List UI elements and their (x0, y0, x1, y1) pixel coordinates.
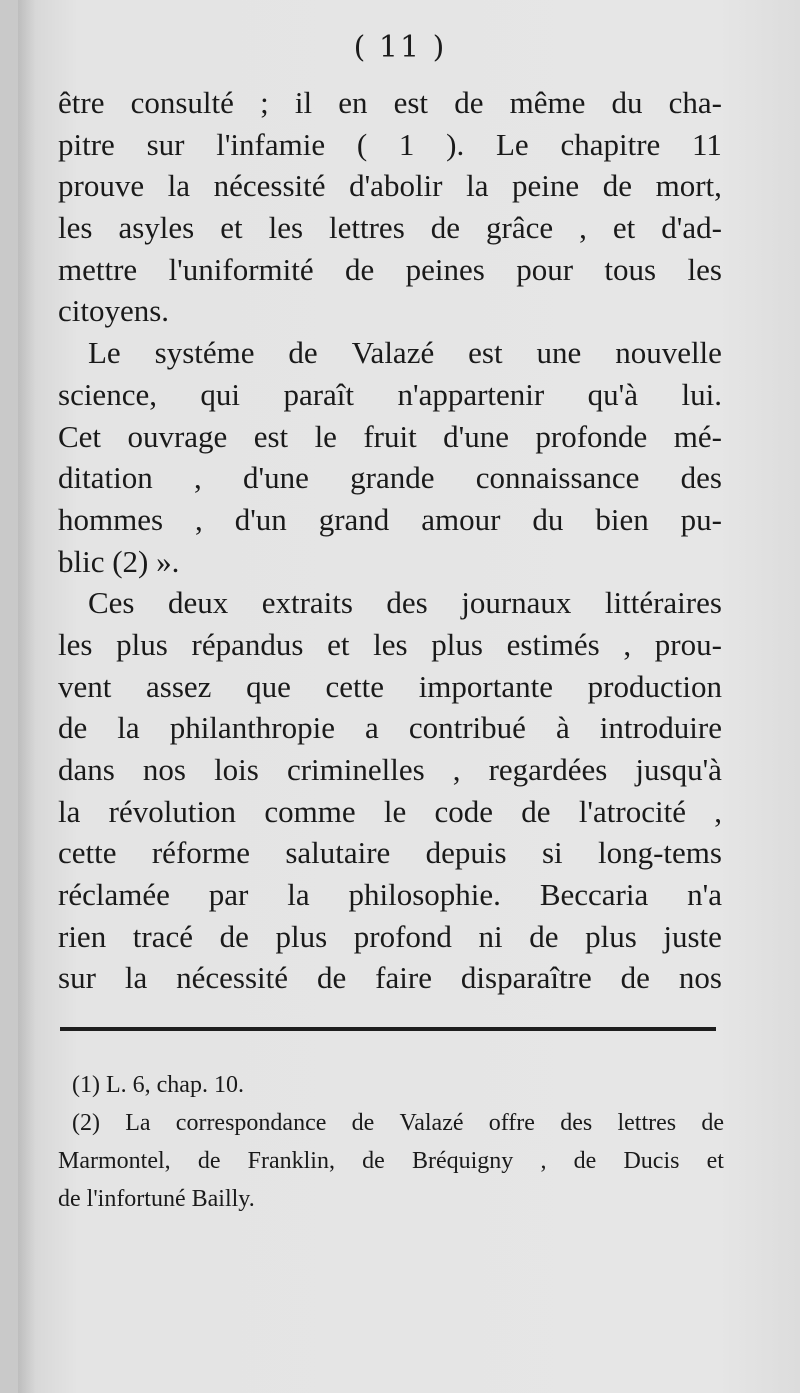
footnotes (58, 1066, 724, 1218)
text-line: ditation , d'une grande connaissance des (58, 460, 722, 496)
text-line: Ces deux extraits des journaux littéraires (88, 585, 722, 621)
text-line: hommes , d'un grand amour du bien pu- (58, 501, 722, 537)
text-line: dans nos lois criminelles , regardées jusqu'à (58, 752, 722, 787)
text-line: être consulté ; il en est de même du cha- (58, 85, 722, 120)
text-line: réclamée par la philosophie. Beccaria n'a (58, 877, 722, 913)
page-number: ( 11 ) (353, 30, 447, 65)
text-line: science, qui paraît n'appartenir qu'à lui. (58, 376, 722, 412)
text-line: les plus répandus et les plus estimés , prou- (58, 626, 722, 662)
text-line: mettre l'uniformité de peines pour tous les (58, 251, 722, 287)
text-line: sur la nécessité de faire disparaître de nos (58, 960, 722, 996)
text-line: Le systéme de Valazé est une nouvelle (88, 335, 722, 371)
footnote-line: Marmontel, de Franklin, de Bréquigny , de Ducis et (58, 1148, 724, 1174)
text-line: pitre sur l'infamie ( 1 ). Le chapitre 11 (58, 126, 722, 162)
text-line: la révolution comme le code de l'atrocité , (58, 793, 722, 829)
text-line: citoyens. (58, 293, 170, 329)
text-line: blic (2) ». (58, 543, 180, 579)
footnote-line: de l'infortuné Bailly. (58, 1186, 255, 1212)
footnote-line: (1) L. 6, chap. 10. (72, 1072, 244, 1098)
text-line: vent assez que cette importante production (58, 668, 722, 704)
footnote-divider (60, 1027, 716, 1031)
text-line: rien tracé de plus profond ni de plus juste (58, 918, 722, 954)
text-line: de la philanthropie a contribué à introduire (58, 710, 722, 746)
text-line: les asyles et les lettres de grâce , et d'ad- (58, 210, 722, 246)
text-line: prouve la nécessité d'abolir la peine de mort, (58, 168, 722, 204)
text-line: Cet ouvrage est le fruit d'une profonde mé- (58, 418, 722, 454)
footnote-line: (2) La correspondance de Valazé offre des lettres de (72, 1110, 724, 1136)
main-text (58, 82, 722, 999)
text-line: cette réforme salutaire depuis si long-tems (58, 835, 722, 871)
